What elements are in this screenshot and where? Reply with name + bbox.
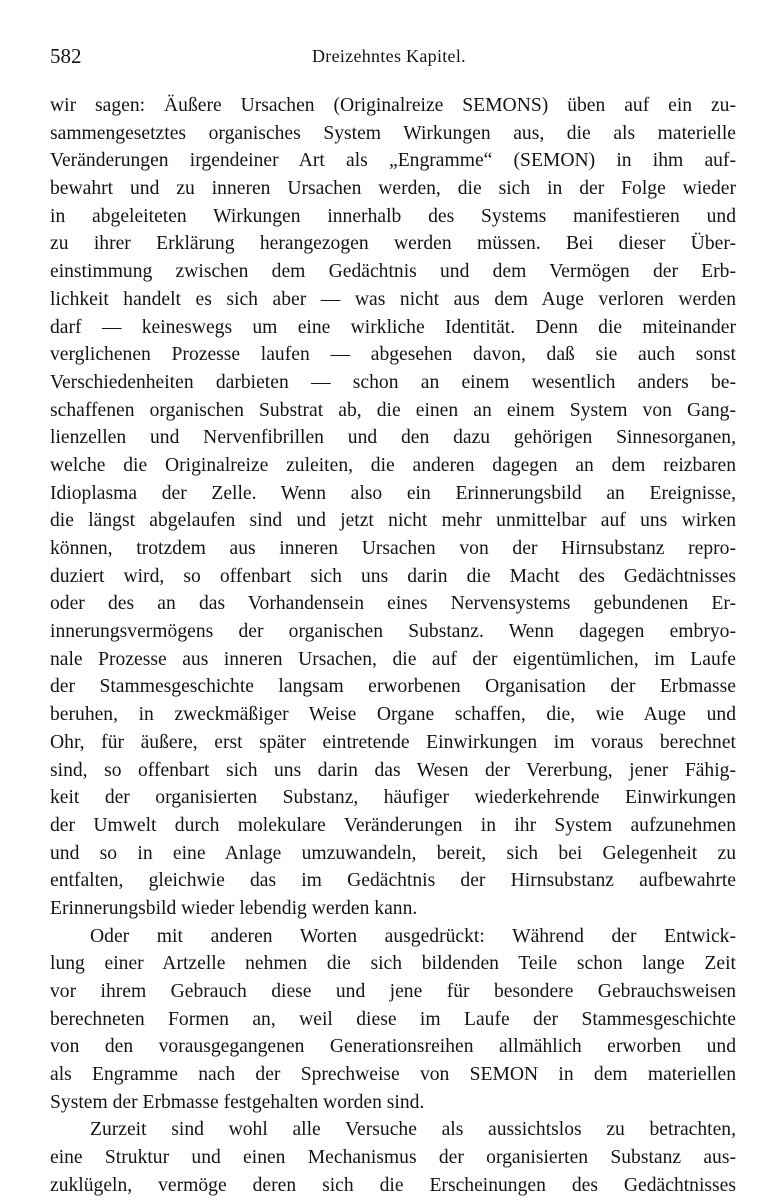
text-line: zuklügeln, vermöge deren sich die Erscheinungen des Gedächtnisses [50, 1174, 736, 1196]
text-line: der Stammesgeschichte langsam erworbenen Organisation der Erbmasse [50, 676, 736, 698]
text-line: entfalten, gleichwie das im Gedächtnis der Hirnsubstanz aufbewahrte [50, 870, 736, 892]
text-line: in abgeleiteten Wirkungen innerhalb des Systems manifestieren und [50, 205, 736, 227]
paragraph-first-line: Zurzeit sind wohl alle Versuche als aussichtslos zu betrachten, [90, 1119, 736, 1141]
text-line: innerungsvermögens der organischen Substanz. Wenn dagegen embryo- [50, 621, 736, 643]
text-line: einstimmung zwischen dem Gedächtnis und dem Vermögen der Erb- [50, 261, 736, 283]
text-line: duziert wird, so offenbart sich uns darin die Macht des Gedächtnisses [50, 565, 736, 587]
text-line: schaffenen organischen Substrat ab, die einen an einem System von Gang- [50, 399, 736, 421]
text-line: die längst abgelaufen sind und jetzt nicht mehr unmittelbar auf uns wirken [50, 510, 736, 532]
text-line: Verschiedenheiten darbieten — schon an einem wesentlich anders be- [50, 371, 736, 393]
text-line: lichkeit handelt es sich aber — was nicht aus dem Auge verloren werden [50, 288, 736, 310]
text-line: vor ihrem Gebrauch diese und jene für besondere Gebrauchsweisen [50, 981, 736, 1002]
text-line: Erinnerungsbild wieder lebendig werden kann. [50, 897, 418, 919]
text-line: oder des an das Vorhandensein eines Nervensystems gebundenen Er- [50, 593, 736, 615]
running-header [50, 44, 740, 74]
text-line: keit der organisierten Substanz, häufiger wiederkehrende Einwirkungen [50, 787, 736, 809]
page-number: 582 [50, 44, 82, 68]
text-line: wir sagen: Äußere Ursachen (Originalreize SEMONS) üben auf ein zu- [50, 95, 736, 116]
chapter-title: Dreizehntes Kapitel. [312, 46, 466, 66]
text-line: berechneten Formen an, weil diese im Laufe der Stammesgeschichte [50, 1008, 736, 1030]
text-line: lienzellen und Nervenfibrillen und den dazu gehörigen Sinnesorganen, [50, 427, 736, 449]
text-line: darf — keineswegs um eine wirkliche Identität. Denn die miteinander [50, 316, 736, 338]
text-line: können, trotzdem aus inneren Ursachen von der Hirnsubstanz repro- [50, 538, 736, 559]
text-line: sammengesetztes organisches System Wirkungen aus, die als materielle [50, 122, 736, 144]
text-line: als Engramme nach der Sprechweise von SEMON in dem materiellen [50, 1064, 736, 1086]
text-line: beruhen, in zweckmäßiger Weise Organe schaffen, die, wie Auge und [50, 704, 736, 726]
text-line: Veränderungen irgendeiner Art als „Engramme“ (SEMON) in ihm auf- [50, 150, 736, 172]
text-line: der Umwelt durch molekulare Veränderungen in ihr System aufzunehmen [50, 814, 736, 836]
paragraph-first-line: Oder mit anderen Worten ausgedrückt: Während der Entwick- [90, 925, 736, 947]
text-line: nale Prozesse aus inneren Ursachen, die auf der eigentümlichen, im Laufe [50, 648, 736, 670]
text-line: System der Erbmasse festgehalten worden sind. [50, 1091, 425, 1113]
text-line: lung einer Artzelle nehmen die sich bildenden Teile schon lange Zeit [50, 953, 736, 975]
text-line: Ohr, für äußere, erst später eintretende Einwirkungen im voraus berechnet [50, 731, 736, 753]
text-line: Idioplasma der Zelle. Wenn also ein Erinnerungsbild an Ereignisse, [50, 482, 736, 504]
text-line: welche die Originalreize zuleiten, die anderen dagegen an dem reizbaren [50, 454, 736, 476]
text-line: bewahrt und zu inneren Ursachen werden, die sich in der Folge wieder [50, 178, 736, 200]
text-line: zu ihrer Erklärung herangezogen werden müssen. Bei dieser Über- [50, 233, 736, 255]
text-line: von den vorausgegangenen Generationsreihen allmählich erworben und [50, 1036, 736, 1058]
text-line: eine Struktur und einen Mechanismus der organisierten Substanz aus- [50, 1147, 736, 1169]
text-line: verglichenen Prozesse laufen — abgesehen davon, daß sie auch sonst [50, 344, 736, 366]
text-line: sind, so offenbart sich uns darin das Wesen der Vererbung, jener Fähig- [50, 759, 736, 781]
body-text [50, 92, 736, 1200]
text-line: und so in eine Anlage umzuwandeln, bereit, sich bei Gelegenheit zu [50, 842, 736, 864]
